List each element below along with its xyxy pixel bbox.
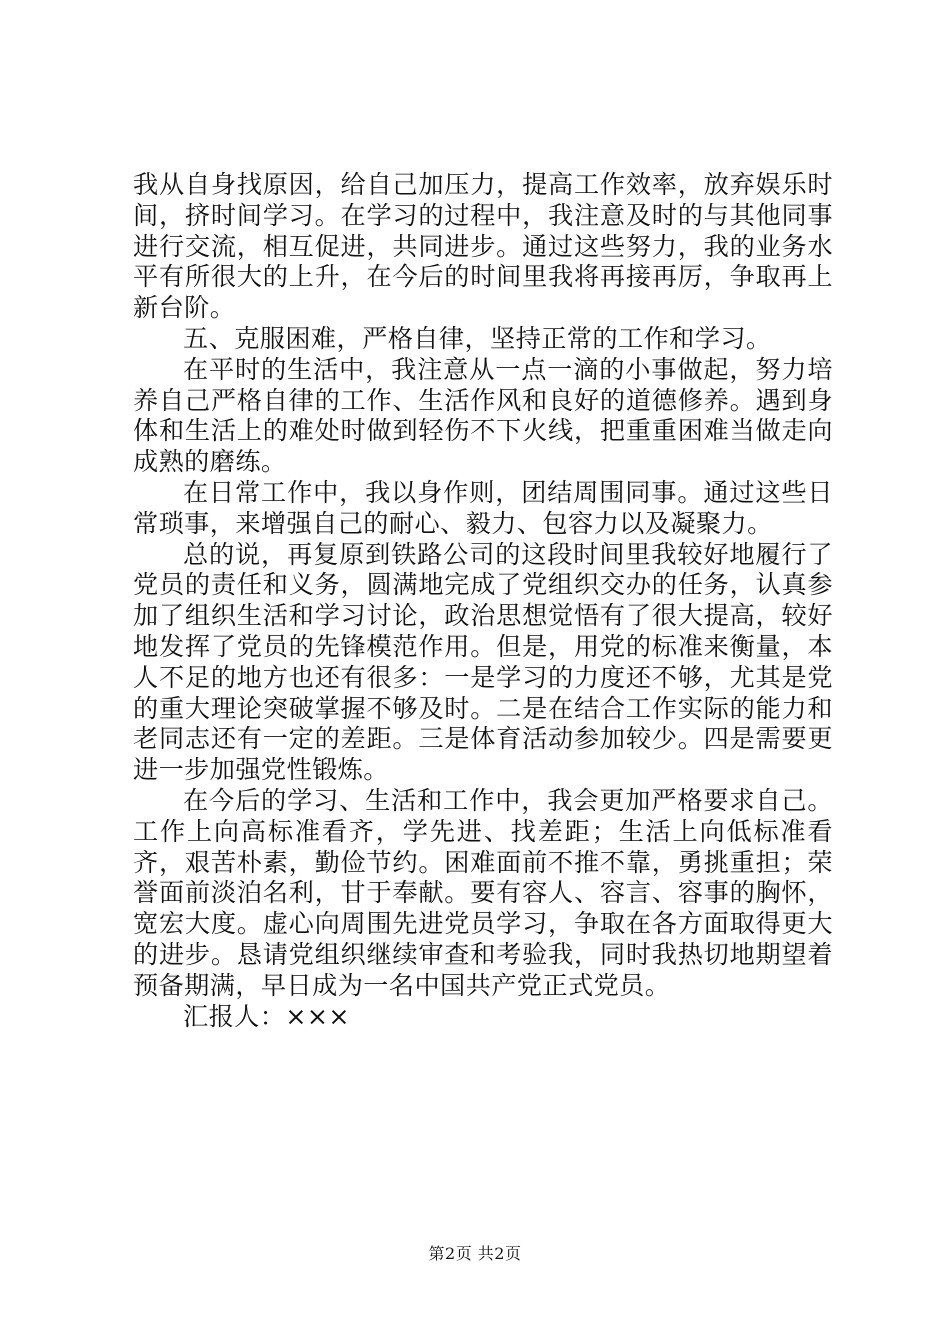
- section-heading-five: 五、克服困难，严格自律，坚持正常的工作和学习。: [183, 323, 772, 353]
- paragraph-summary: 总的说，再复原到铁路公司的这段时间里我较好地履行了党员的责任和义务，圆满地完成了党组织交办的任务，认真参加了组织生活和学习讨论，政治思想觉悟有了很大提高，较好地发挥了党员的先锋模范作用。但是，用党的标准来衡量，本人不足的地方也还有很多：一是学习的力度还不够，尤其是党的重大理论突破掌握不够及时。二是在结合工作实际的能力和老同志还有一定的差距。三是体育活动参加较少。四是需要更进一步加强党性锻炼。: [133, 539, 833, 785]
- page-number-footer: 第2页 共2页: [428, 1244, 522, 1263]
- paragraph-self-discipline: 在平时的生活中，我注意从一点一滴的小事做起，努力培养自己严格自律的工作、生活作风和良好的道德修养。遇到身体和生活上的难处时做到轻伤不下火线，把重重困难当做走向成熟的磨练。: [133, 354, 833, 477]
- paragraph-daily-work: 在日常工作中，我以身作则，团结周围同事。通过这些日常琐事，来增强自己的耐心、毅力、包容力以及凝聚力。: [133, 477, 833, 538]
- paragraph-future-plan: 在今后的学习、生活和工作中，我会更加严格要求自己。工作上向高标准看齐，学先进、找差距；生活上向低标准看齐，艰苦朴素，勤俭节约。困难面前不推不靠，勇挑重担；荣誉面前淡泊名利，甘于奉献。要有容人、容言、容事的胸怀，宽宏大度。虚心向周围先进党员学习，争取在各方面取得更大的进步。恳请党组织继续审查和考验我，同时我热切地期望着预备期满，早日成为一名中国共产党正式党员。: [133, 785, 833, 1000]
- document-body: [133, 170, 833, 1032]
- reporter-signature: 汇报人：×××: [183, 1001, 350, 1031]
- paragraph-continued: 我从自身找原因，给自己加压力，提高工作效率，放弃娱乐时间，挤时间学习。在学习的过程中，我注意及时的与其他同事进行交流，相互促进，共同进步。通过这些努力，我的业务水平有所很大的上升，在今后的时间里我将再接再厉，争取再上新台阶。: [133, 170, 833, 323]
